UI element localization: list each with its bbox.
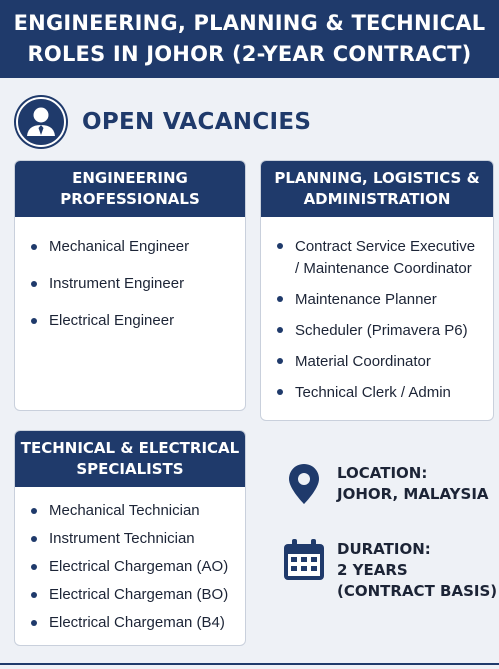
planning-card [260,160,494,421]
planning-list [261,217,493,404]
header-title-line-1: ENGINEERING, PLANNING & TECHNICAL [13,11,486,35]
list-item: Material Coordinator [261,351,493,373]
engineering-title-line-2: PROFESSIONALS [60,190,200,208]
planning-card-header [261,161,493,217]
technical-title-line-1: TECHNICAL & ELECTRICAL [20,439,240,457]
engineering-card [14,160,246,411]
engineering-card-header [15,161,245,217]
person-tie-icon [14,95,68,149]
location-text [337,463,489,505]
open-vacancies-heading [14,95,311,149]
engineering-list [15,217,245,331]
planning-title-line-1: PLANNING, LOGISTICS & [274,169,480,187]
duration-text [337,539,497,602]
duration-note: (CONTRACT BASIS) [337,582,498,600]
list-item: Instrument Engineer [15,274,245,294]
technical-list [15,487,245,633]
list-item-line-2: / Maintenance Coordinator [295,260,472,277]
list-item: Mechanical Technician [15,501,245,521]
footer-divider [0,663,499,665]
calendar-icon [282,538,326,582]
list-item: Mechanical Engineer [15,237,245,257]
duration-label: DURATION: [337,540,431,558]
duration-value: 2 YEARS [337,561,408,579]
list-item: Electrical Engineer [15,311,245,331]
list-item: Instrument Technician [15,529,245,549]
planning-title-line-2: ADMINISTRATION [303,190,451,208]
map-pin-icon [286,462,322,506]
technical-card-header [15,431,245,487]
location-label: LOCATION: [337,464,428,482]
list-item: Technical Clerk / Admin [261,382,493,404]
technical-card [14,430,246,646]
list-item [261,236,493,280]
list-item: Maintenance Planner [261,289,493,311]
list-item: Electrical Chargeman (BO) [15,585,245,605]
list-item: Electrical Chargeman (AO) [15,557,245,577]
list-item: Scheduler (Primavera P6) [261,320,493,342]
header-title-line-2: ROLES IN JOHOR (2-YEAR CONTRACT) [27,42,472,66]
list-item-line-1: Contract Service Executive [295,238,476,255]
header-banner [0,0,499,78]
duration-info [282,538,497,602]
location-info [286,462,489,506]
technical-title-line-2: SPECIALISTS [76,460,184,478]
section-title: OPEN VACANCIES [82,109,312,135]
location-value: JOHOR, MALAYSIA [337,485,489,503]
engineering-title-line-1: ENGINEERING [72,169,188,187]
list-item: Electrical Chargeman (B4) [15,613,245,633]
